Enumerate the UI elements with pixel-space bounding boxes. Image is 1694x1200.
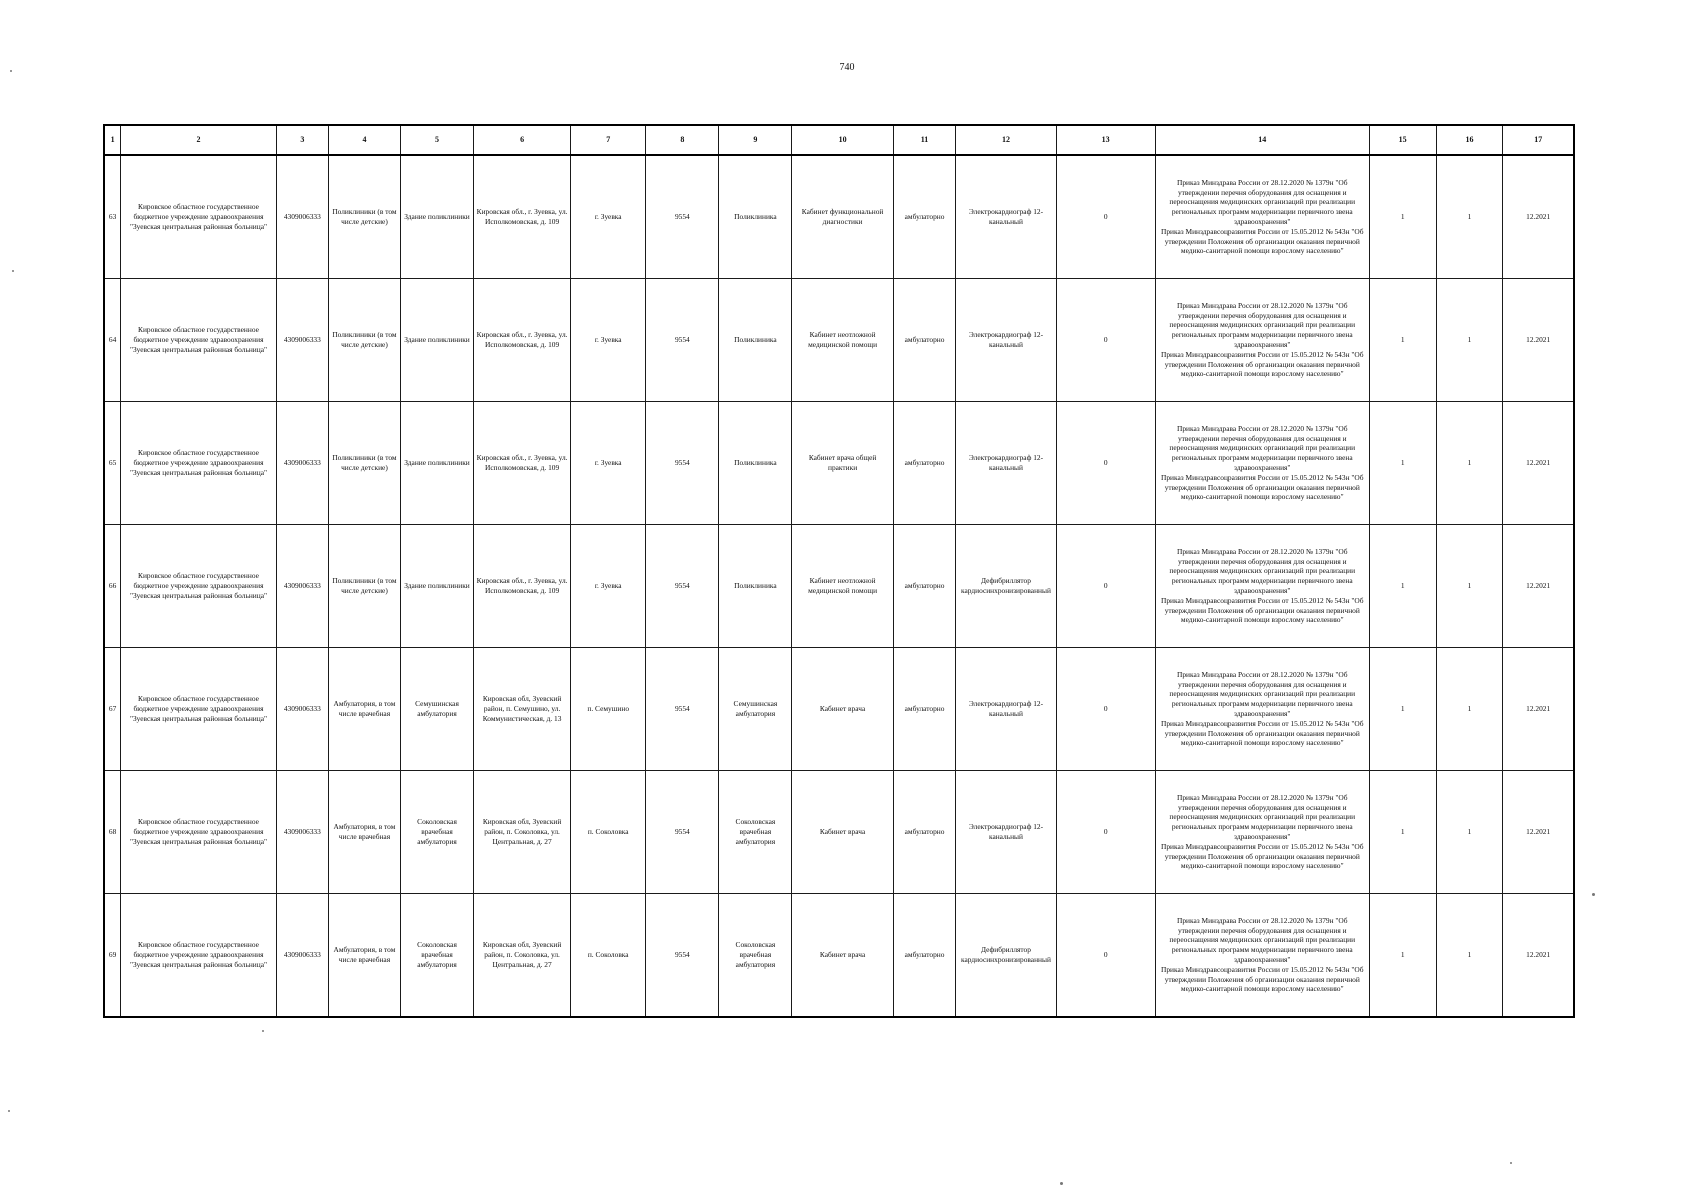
column-header-16: 16 xyxy=(1436,125,1503,155)
order-543n-text: Приказ Минздравсоцразвития России от 15.05.2012 № 543н "Об утверждении Положения об организации оказания первичной медико-санитарной помощи взрослому населению" xyxy=(1161,472,1364,502)
equipment-cell: Дефибриллятор кардиосинхронизированный xyxy=(956,894,1056,1018)
code-cell: 9554 xyxy=(646,525,719,648)
locality-cell: п. Семушино xyxy=(571,648,646,771)
column-header-15: 15 xyxy=(1369,125,1436,155)
column-16-cell: 1 xyxy=(1436,279,1503,402)
order-1379n-text: Приказ Минздрава России от 28.12.2020 № 1379н "Об утверждении перечня оборудования для оснащения и переоснащения медицинских организаций при реализации региональных программ модернизации первичного звена здравоохранения" xyxy=(1169,423,1356,472)
order-1379n-text: Приказ Минздрава России от 28.12.2020 № 1379н "Об утверждении перечня оборудования для оснащения и переоснащения медицинских организаций при реализации региональных программ модернизации первичного звена здравоохранения" xyxy=(1169,177,1356,226)
regulation-orders-cell xyxy=(1155,402,1369,525)
column-header-1: 1 xyxy=(104,125,121,155)
building-cell: Семушинская амбулатория xyxy=(400,648,473,771)
care-mode-cell: амбулаторно xyxy=(893,155,956,279)
unit-cell: Семушинская амбулатория xyxy=(719,648,792,771)
address-cell: Кировская обл., г. Зуевка, ул. Исполкомовская, д. 109 xyxy=(474,279,571,402)
facility-type-cell: Поликлиники (в том числе детские) xyxy=(328,279,400,402)
column-header-17: 17 xyxy=(1503,125,1574,155)
cabinet-cell: Кабинет неотложной медицинской помощи xyxy=(792,279,893,402)
column-header-9: 9 xyxy=(719,125,792,155)
building-cell: Здание поликлиники xyxy=(400,155,473,279)
locality-cell: п. Соколовка xyxy=(571,771,646,894)
scan-speck xyxy=(8,1110,10,1112)
order-1379n-text: Приказ Минздрава России от 28.12.2020 № 1379н "Об утверждении перечня оборудования для оснащения и переоснащения медицинских организаций при реализации региональных программ модернизации первичного звена здравоохранения" xyxy=(1169,669,1356,718)
page-number: 740 xyxy=(839,62,855,73)
row-number: 65 xyxy=(104,402,121,525)
building-cell: Соколовская врачебная амбулатория xyxy=(400,894,473,1018)
column-16-cell: 1 xyxy=(1436,402,1503,525)
column-header-3: 3 xyxy=(276,125,328,155)
column-header-5: 5 xyxy=(400,125,473,155)
equipment-registry-table xyxy=(103,124,1575,1018)
inn-cell: 4309006333 xyxy=(276,155,328,279)
delivery-date-cell: 12.2021 xyxy=(1503,402,1574,525)
column-13-cell: 0 xyxy=(1056,525,1155,648)
cabinet-cell: Кабинет врача xyxy=(792,894,893,1018)
locality-cell: г. Зуевка xyxy=(571,402,646,525)
column-header-8: 8 xyxy=(646,125,719,155)
equipment-cell: Электрокардиограф 12-канальный xyxy=(956,771,1056,894)
building-cell: Здание поликлиники xyxy=(400,402,473,525)
order-543n-text: Приказ Минздравсоцразвития России от 15.05.2012 № 543н "Об утверждении Положения об организации оказания первичной медико-санитарной помощи взрослому населению" xyxy=(1161,226,1364,256)
unit-cell: Поликлиника xyxy=(719,155,792,279)
cabinet-cell: Кабинет врача общей практики xyxy=(792,402,893,525)
row-number: 66 xyxy=(104,525,121,648)
inn-cell: 4309006333 xyxy=(276,279,328,402)
organization-cell: Кировское областное государственное бюджетное учреждение здравоохранения "Зуевская центральная районная больница" xyxy=(121,771,277,894)
organization-cell: Кировское областное государственное бюджетное учреждение здравоохранения "Зуевская центральная районная больница" xyxy=(121,155,277,279)
unit-cell: Поликлиника xyxy=(719,525,792,648)
column-16-cell: 1 xyxy=(1436,155,1503,279)
scan-speck xyxy=(10,70,12,72)
address-cell: Кировская обл, Зуевский район, п. Семушино, ул. Коммунистическая, д. 13 xyxy=(474,648,571,771)
code-cell: 9554 xyxy=(646,279,719,402)
scan-speck xyxy=(12,270,14,272)
column-16-cell: 1 xyxy=(1436,525,1503,648)
column-header-13: 13 xyxy=(1056,125,1155,155)
code-cell: 9554 xyxy=(646,402,719,525)
inn-cell: 4309006333 xyxy=(276,894,328,1018)
order-1379n-text: Приказ Минздрава России от 28.12.2020 № 1379н "Об утверждении перечня оборудования для оснащения и переоснащения медицинских организаций при реализации региональных программ модернизации первичного звена здравоохранения" xyxy=(1169,792,1356,841)
building-cell: Соколовская врачебная амбулатория xyxy=(400,771,473,894)
care-mode-cell: амбулаторно xyxy=(893,648,956,771)
delivery-date-cell: 12.2021 xyxy=(1503,525,1574,648)
column-15-cell: 1 xyxy=(1369,525,1436,648)
order-543n-text: Приказ Минздравсоцразвития России от 15.05.2012 № 543н "Об утверждении Положения об организации оказания первичной медико-санитарной помощи взрослому населению" xyxy=(1161,349,1364,379)
regulation-orders-cell xyxy=(1155,771,1369,894)
column-13-cell: 0 xyxy=(1056,648,1155,771)
cabinet-cell: Кабинет врача xyxy=(792,771,893,894)
facility-type-cell: Поликлиники (в том числе детские) xyxy=(328,525,400,648)
care-mode-cell: амбулаторно xyxy=(893,402,956,525)
unit-cell: Соколовская врачебная амбулатория xyxy=(719,771,792,894)
care-mode-cell: амбулаторно xyxy=(893,279,956,402)
locality-cell: г. Зуевка xyxy=(571,155,646,279)
facility-type-cell: Амбулатория, в том числе врачебная xyxy=(328,648,400,771)
locality-cell: п. Соколовка xyxy=(571,894,646,1018)
facility-type-cell: Амбулатория, в том числе врачебная xyxy=(328,771,400,894)
table-row xyxy=(104,894,1574,1018)
building-cell: Здание поликлиники xyxy=(400,525,473,648)
cabinet-cell: Кабинет функциональной диагностики xyxy=(792,155,893,279)
code-cell: 9554 xyxy=(646,894,719,1018)
row-number: 67 xyxy=(104,648,121,771)
column-13-cell: 0 xyxy=(1056,771,1155,894)
inn-cell: 4309006333 xyxy=(276,402,328,525)
column-16-cell: 1 xyxy=(1436,771,1503,894)
unit-cell: Поликлиника xyxy=(719,279,792,402)
inn-cell: 4309006333 xyxy=(276,771,328,894)
organization-cell: Кировское областное государственное бюджетное учреждение здравоохранения "Зуевская центральная районная больница" xyxy=(121,402,277,525)
column-header-14: 14 xyxy=(1155,125,1369,155)
column-15-cell: 1 xyxy=(1369,648,1436,771)
column-16-cell: 1 xyxy=(1436,648,1503,771)
row-number: 64 xyxy=(104,279,121,402)
facility-type-cell: Поликлиники (в том числе детские) xyxy=(328,155,400,279)
regulation-orders-cell xyxy=(1155,525,1369,648)
care-mode-cell: амбулаторно xyxy=(893,771,956,894)
cabinet-cell: Кабинет врача xyxy=(792,648,893,771)
address-cell: Кировская обл, Зуевский район, п. Соколовка, ул. Центральная, д. 27 xyxy=(474,771,571,894)
organization-cell: Кировское областное государственное бюджетное учреждение здравоохранения "Зуевская центральная районная больница" xyxy=(121,894,277,1018)
column-header-11: 11 xyxy=(893,125,956,155)
row-number: 68 xyxy=(104,771,121,894)
delivery-date-cell: 12.2021 xyxy=(1503,894,1574,1018)
locality-cell: г. Зуевка xyxy=(571,279,646,402)
care-mode-cell: амбулаторно xyxy=(893,525,956,648)
equipment-cell: Электрокардиограф 12-канальный xyxy=(956,648,1056,771)
care-mode-cell: амбулаторно xyxy=(893,894,956,1018)
equipment-cell: Электрокардиограф 12-канальный xyxy=(956,155,1056,279)
regulation-orders-cell xyxy=(1155,279,1369,402)
column-header-10: 10 xyxy=(792,125,893,155)
code-cell: 9554 xyxy=(646,155,719,279)
table-row xyxy=(104,279,1574,402)
column-header-12: 12 xyxy=(956,125,1056,155)
order-1379n-text: Приказ Минздрава России от 28.12.2020 № 1379н "Об утверждении перечня оборудования для оснащения и переоснащения медицинских организаций при реализации региональных программ модернизации первичного звена здравоохранения" xyxy=(1169,300,1356,349)
column-16-cell: 1 xyxy=(1436,894,1503,1018)
order-543n-text: Приказ Минздравсоцразвития России от 15.05.2012 № 543н "Об утверждении Положения об организации оказания первичной медико-санитарной помощи взрослому населению" xyxy=(1161,841,1364,871)
order-543n-text: Приказ Минздравсоцразвития России от 15.05.2012 № 543н "Об утверждении Положения об организации оказания первичной медико-санитарной помощи взрослому населению" xyxy=(1161,595,1364,625)
row-number: 69 xyxy=(104,894,121,1018)
column-15-cell: 1 xyxy=(1369,894,1436,1018)
scan-speck xyxy=(1592,893,1595,896)
equipment-cell: Электрокардиограф 12-канальный xyxy=(956,402,1056,525)
organization-cell: Кировское областное государственное бюджетное учреждение здравоохранения "Зуевская центральная районная больница" xyxy=(121,279,277,402)
order-543n-text: Приказ Минздравсоцразвития России от 15.05.2012 № 543н "Об утверждении Положения об организации оказания первичной медико-санитарной помощи взрослому населению" xyxy=(1161,718,1364,748)
code-cell: 9554 xyxy=(646,648,719,771)
delivery-date-cell: 12.2021 xyxy=(1503,648,1574,771)
scan-speck xyxy=(1510,1162,1512,1164)
equipment-cell: Дефибриллятор кардиосинхронизированный xyxy=(956,525,1056,648)
order-1379n-text: Приказ Минздрава России от 28.12.2020 № 1379н "Об утверждении перечня оборудования для оснащения и переоснащения медицинских организаций при реализации региональных программ модернизации первичного звена здравоохранения" xyxy=(1169,546,1356,595)
cabinet-cell: Кабинет неотложной медицинской помощи xyxy=(792,525,893,648)
column-header-6: 6 xyxy=(474,125,571,155)
address-cell: Кировская обл., г. Зуевка, ул. Исполкомовская, д. 109 xyxy=(474,402,571,525)
column-15-cell: 1 xyxy=(1369,402,1436,525)
regulation-orders-cell xyxy=(1155,894,1369,1018)
inn-cell: 4309006333 xyxy=(276,525,328,648)
column-header-7: 7 xyxy=(571,125,646,155)
unit-cell: Соколовская врачебная амбулатория xyxy=(719,894,792,1018)
organization-cell: Кировское областное государственное бюджетное учреждение здравоохранения "Зуевская центральная районная больница" xyxy=(121,525,277,648)
organization-cell: Кировское областное государственное бюджетное учреждение здравоохранения "Зуевская центральная районная больница" xyxy=(121,648,277,771)
delivery-date-cell: 12.2021 xyxy=(1503,279,1574,402)
address-cell: Кировская обл., г. Зуевка, ул. Исполкомовская, д. 109 xyxy=(474,525,571,648)
locality-cell: г. Зуевка xyxy=(571,525,646,648)
regulation-orders-cell xyxy=(1155,648,1369,771)
column-13-cell: 0 xyxy=(1056,402,1155,525)
facility-type-cell: Амбулатория, в том числе врачебная xyxy=(328,894,400,1018)
code-cell: 9554 xyxy=(646,771,719,894)
table-row xyxy=(104,525,1574,648)
column-13-cell: 0 xyxy=(1056,155,1155,279)
column-header-2: 2 xyxy=(121,125,277,155)
table-row xyxy=(104,648,1574,771)
equipment-cell: Электрокардиограф 12-канальный xyxy=(956,279,1056,402)
delivery-date-cell: 12.2021 xyxy=(1503,155,1574,279)
inn-cell: 4309006333 xyxy=(276,648,328,771)
delivery-date-cell: 12.2021 xyxy=(1503,771,1574,894)
header-row xyxy=(104,125,1574,155)
order-1379n-text: Приказ Минздрава России от 28.12.2020 № 1379н "Об утверждении перечня оборудования для оснащения и переоснащения медицинских организаций при реализации региональных программ модернизации первичного звена здравоохранения" xyxy=(1169,915,1356,964)
table-row xyxy=(104,402,1574,525)
scan-speck xyxy=(262,1030,264,1032)
address-cell: Кировская обл, Зуевский район, п. Соколовка, ул. Центральная, д. 27 xyxy=(474,894,571,1018)
column-15-cell: 1 xyxy=(1369,279,1436,402)
building-cell: Здание поликлиники xyxy=(400,279,473,402)
column-header-4: 4 xyxy=(328,125,400,155)
column-13-cell: 0 xyxy=(1056,894,1155,1018)
column-15-cell: 1 xyxy=(1369,771,1436,894)
order-543n-text: Приказ Минздравсоцразвития России от 15.05.2012 № 543н "Об утверждении Положения об организации оказания первичной медико-санитарной помощи взрослому населению" xyxy=(1161,964,1364,994)
table-row xyxy=(104,771,1574,894)
scan-speck xyxy=(1060,1182,1063,1185)
column-15-cell: 1 xyxy=(1369,155,1436,279)
unit-cell: Поликлиника xyxy=(719,402,792,525)
column-13-cell: 0 xyxy=(1056,279,1155,402)
table-row xyxy=(104,155,1574,279)
row-number: 63 xyxy=(104,155,121,279)
regulation-orders-cell xyxy=(1155,155,1369,279)
facility-type-cell: Поликлиники (в том числе детские) xyxy=(328,402,400,525)
address-cell: Кировская обл., г. Зуевка, ул. Исполкомовская, д. 109 xyxy=(474,155,571,279)
